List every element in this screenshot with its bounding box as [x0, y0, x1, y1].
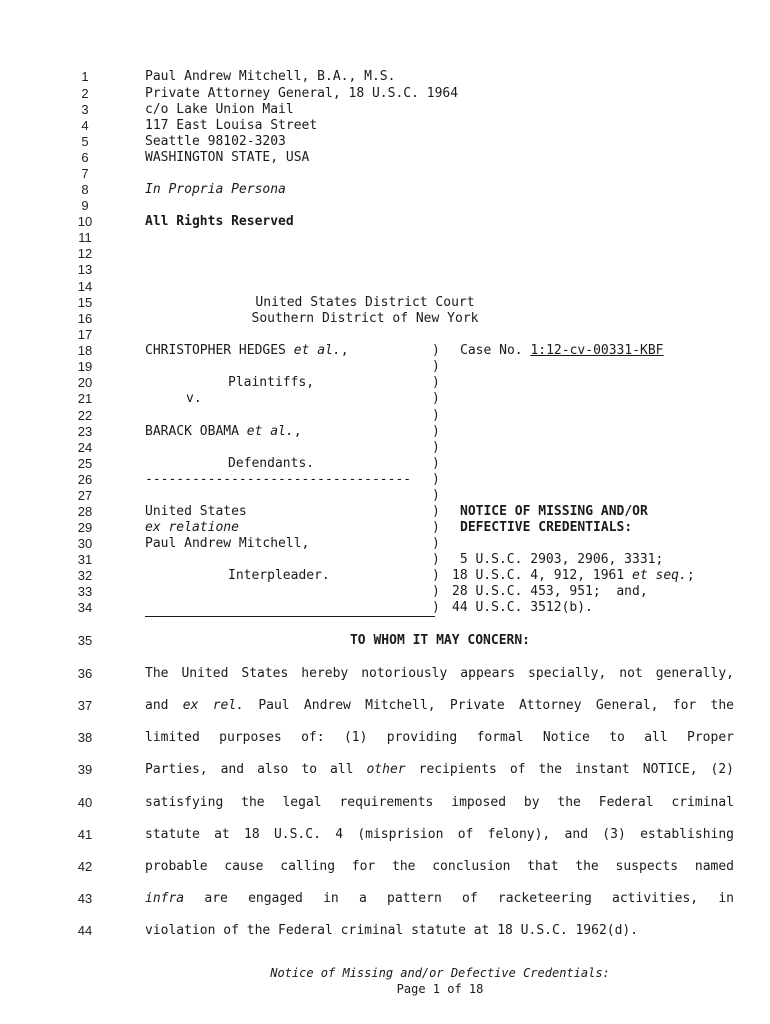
address-line-2: 117 East Louisa Street	[145, 118, 318, 133]
court-district: Southern District of New York	[251, 311, 479, 326]
line-number: 34	[77, 600, 93, 615]
line-number: 33	[77, 584, 93, 599]
relator-line-1: United States	[145, 504, 247, 519]
line-number: 29	[77, 520, 93, 535]
line-number: 35	[77, 633, 93, 648]
caption-divider: ----------------------------------	[145, 472, 412, 487]
caption-paren: )	[432, 584, 440, 599]
line-number: 12	[77, 246, 93, 261]
caption-paren: )	[432, 424, 440, 439]
line-number: 9	[81, 198, 89, 213]
line-number: 6	[81, 150, 89, 165]
interpleader-label: Interpleader.	[228, 568, 330, 583]
address-line-3: Seattle 98102-3203	[145, 134, 286, 149]
address-line-4: WASHINGTON STATE, USA	[145, 150, 310, 165]
line-number: 15	[77, 295, 93, 310]
body-line-36: The United States hereby notoriously appears specially, not generally,	[145, 666, 734, 681]
caption-paren: )	[432, 408, 440, 423]
line-number: 23	[77, 424, 93, 439]
caption-paren: )	[432, 472, 440, 487]
salutation: TO WHOM IT MAY CONCERN:	[349, 633, 530, 648]
line-number: 44	[77, 923, 93, 938]
plaintiffs-label: Plaintiffs,	[228, 375, 315, 390]
footer-page-number: Page 1 of 18	[396, 982, 484, 996]
line-number: 16	[77, 311, 93, 326]
line-number: 11	[78, 230, 92, 245]
court-name: United States District Court	[255, 295, 475, 310]
body-line-40: satisfying the legal requirements imposed by the Federal criminal	[145, 795, 734, 810]
line-number: 41	[77, 827, 93, 842]
line-number: 21	[77, 391, 93, 406]
citation-4: 44 U.S.C. 3512(b).	[452, 600, 593, 615]
author-name: Paul Andrew Mitchell, B.A., M.S.	[145, 69, 396, 84]
line-number: 18	[77, 343, 93, 358]
citation-3: 28 U.S.C. 453, 951; and,	[452, 584, 648, 599]
line-number: 3	[81, 102, 89, 117]
body-line-42: probable cause calling for the conclusion that the suspects named	[145, 859, 734, 874]
defendants-label: Defendants.	[228, 456, 315, 471]
line-number: 32	[77, 568, 93, 583]
line-number: 8	[81, 182, 89, 197]
line-number: 19	[77, 359, 93, 374]
author-title: Private Attorney General, 18 U.S.C. 1964	[145, 86, 459, 101]
line-number: 2	[81, 86, 89, 101]
caption-paren: )	[432, 391, 440, 406]
line-number: 24	[77, 440, 93, 455]
caption-paren: )	[432, 440, 440, 455]
caption-paren: )	[432, 552, 440, 567]
plaintiff-name: CHRISTOPHER HEDGES et al.,	[145, 343, 349, 358]
line-number: 36	[77, 666, 93, 681]
defendant-name: BARACK OBAMA et al.,	[145, 424, 302, 439]
caption-paren: )	[432, 456, 440, 471]
relator-line-2: ex relatione	[145, 520, 239, 535]
body-line-38: limited purposes of: (1) providing formal Notice to all Proper	[145, 730, 734, 745]
line-number: 39	[77, 762, 93, 777]
line-number: 17	[77, 327, 93, 342]
line-number: 28	[77, 504, 93, 519]
line-number: 26	[77, 472, 93, 487]
line-number: 27	[77, 488, 93, 503]
line-number: 14	[77, 279, 93, 294]
line-number: 20	[77, 375, 93, 390]
body-line-44: violation of the Federal criminal statute at 18 U.S.C. 1962(d).	[145, 923, 639, 938]
caption-paren: )	[432, 504, 440, 519]
line-number: 5	[81, 134, 89, 149]
line-number: 37	[77, 698, 93, 713]
caption-paren: )	[432, 343, 440, 358]
notice-title-1: NOTICE OF MISSING AND/OR	[460, 504, 648, 519]
persona-line: In Propria Persona	[145, 182, 286, 197]
citation-1: 5 U.S.C. 2903, 2906, 3331;	[452, 552, 664, 567]
line-number: 38	[77, 730, 93, 745]
caption-paren: )	[432, 568, 440, 583]
notice-title-2: DEFECTIVE CREDENTIALS:	[460, 520, 633, 535]
versus-label: v.	[186, 391, 202, 406]
line-number: 4	[81, 118, 89, 133]
caption-paren: )	[432, 600, 440, 615]
line-number: 10	[77, 214, 93, 229]
body-line-41: statute at 18 U.S.C. 4 (misprision of felony), and (3) establishing	[145, 827, 734, 842]
case-number: Case No. 1:12-cv-00331-KBF	[460, 343, 664, 358]
rights-line: All Rights Reserved	[145, 214, 294, 229]
body-line-37: and ex rel. Paul Andrew Mitchell, Private Attorney General, for the	[145, 698, 734, 713]
line-number: 30	[77, 536, 93, 551]
body-line-43: infra are engaged in a pattern of racketeering activities, in	[145, 891, 734, 906]
line-number: 42	[77, 859, 93, 874]
caption-paren: )	[432, 488, 440, 503]
caption-paren: )	[432, 359, 440, 374]
caption-underline	[145, 616, 435, 617]
caption-paren: )	[432, 536, 440, 551]
footer-title: Notice of Missing and/or Defective Credentials:	[270, 966, 610, 980]
line-number: 31	[77, 552, 93, 567]
line-number: 13	[77, 262, 93, 277]
line-number: 22	[77, 408, 93, 423]
relator-line-3: Paul Andrew Mitchell,	[145, 536, 310, 551]
body-line-39: Parties, and also to all other recipients of the instant NOTICE, (2)	[145, 762, 735, 777]
caption-paren: )	[432, 375, 440, 390]
line-number: 7	[81, 166, 89, 181]
line-number: 40	[77, 795, 93, 810]
caption-paren: )	[432, 520, 440, 535]
line-number: 43	[77, 891, 93, 906]
citation-2: 18 U.S.C. 4, 912, 1961 et seq.;	[452, 568, 695, 583]
line-number: 1	[81, 69, 89, 84]
line-number: 25	[77, 456, 93, 471]
address-line-1: c/o Lake Union Mail	[145, 102, 294, 117]
